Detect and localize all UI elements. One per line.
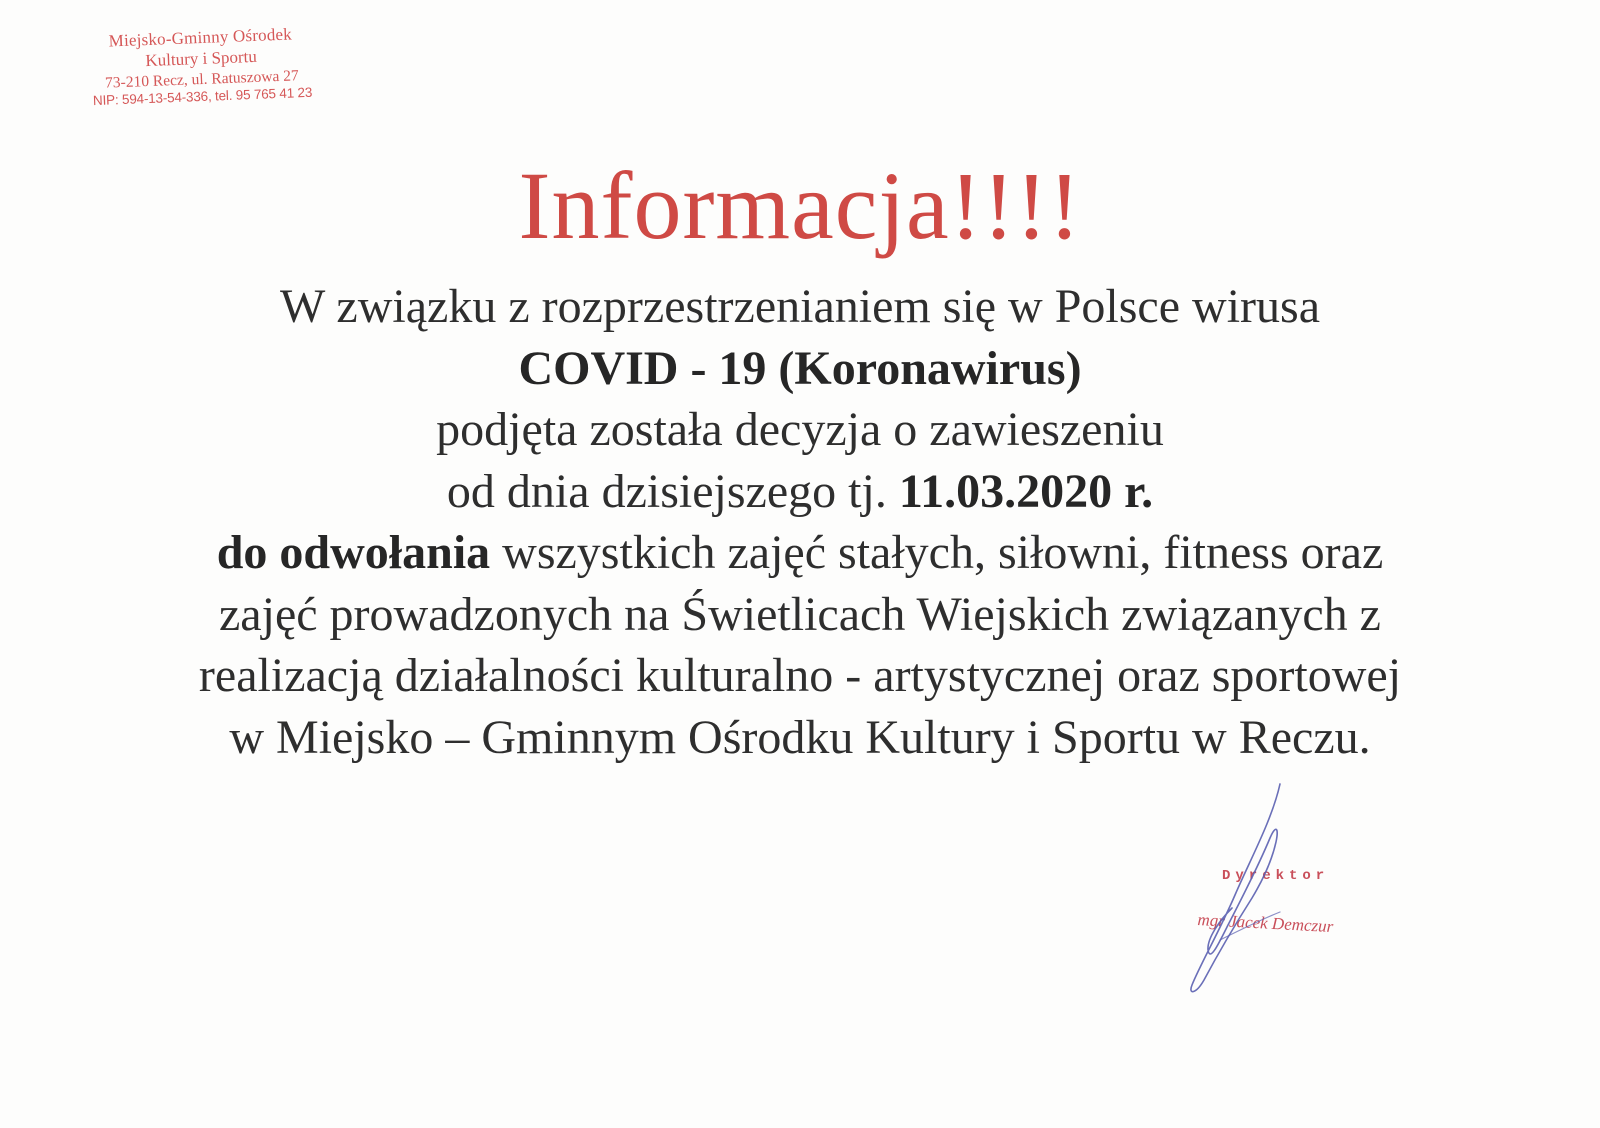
stamp-line-subname: Kultury i Sportu	[145, 47, 258, 71]
signature-stroke	[1191, 784, 1280, 992]
body-line-2	[0, 338, 1600, 400]
notice-body	[0, 276, 1600, 768]
body-line-7: realizacją działalności kulturalno - artystycznej oraz sportowej	[198, 649, 1402, 702]
body-line-6: zajęć prowadzonych na Świetlicach Wiejskich związanych z	[219, 587, 1381, 641]
stamp-line-name: Miejsko-Gminny Ośrodek	[108, 24, 293, 51]
institution-stamp	[70, 22, 333, 111]
signature-stroke-tail	[1220, 912, 1280, 940]
body-line-1: W związku z rozprzestrzenianiem się w Polsce wirusa	[279, 280, 1321, 333]
stamp-line-contact: NIP: 594-13-54-336, tel. 95 765 41 23	[92, 84, 313, 109]
body-line-4	[0, 461, 1600, 523]
body-line-3: podjęta została decyzja o zawieszeniu	[436, 403, 1164, 456]
stamp-line-address: 73-210 Recz, ul. Ratuszowa 27	[104, 66, 300, 92]
signature-name-stamp: mgr Jacek Demczur	[1197, 910, 1334, 937]
suspended-activities-text: wszystkich zajęć stałych, siłowni, fitness oraz	[490, 526, 1384, 579]
effective-date: 11.03.2020 r.	[898, 464, 1154, 518]
notice-title: Informacja!!!!	[518, 152, 1082, 259]
body-line-5	[0, 522, 1600, 584]
virus-name: COVID - 19 (Koronawirus)	[518, 341, 1082, 395]
signature-role-stamp: Dyrektor	[1222, 868, 1330, 884]
handwritten-signature	[1180, 780, 1340, 1010]
until-revoked-text: do odwołania	[216, 526, 491, 579]
body-line-8: w Miejsko – Gminnym Ośrodku Kultury i Sportu w Reczu.	[229, 710, 1371, 764]
date-intro-text: od dnia dzisiejszego tj.	[446, 464, 899, 518]
